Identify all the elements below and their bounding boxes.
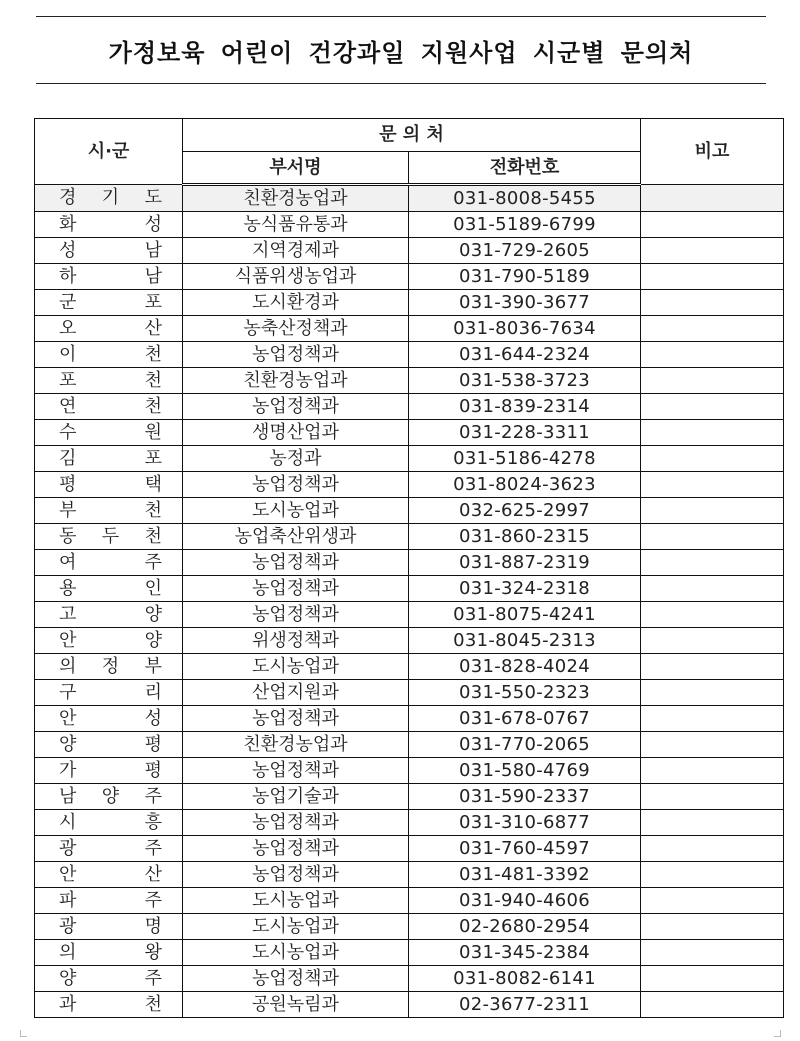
cell-dept: 농업정책과 xyxy=(183,706,409,732)
cell-city xyxy=(35,836,183,862)
cell-note xyxy=(641,602,784,628)
city-name: 의 왕 xyxy=(59,941,162,963)
city-name: 군 포 xyxy=(59,291,162,313)
cell-note xyxy=(641,550,784,576)
city-name: 용 인 xyxy=(59,577,162,599)
cell-city xyxy=(35,185,183,212)
contact-table xyxy=(34,118,784,1018)
cell-note xyxy=(641,862,784,888)
cell-dept: 친환경농업과 xyxy=(183,732,409,758)
header-city: 시·군 xyxy=(35,119,183,185)
cell-phone: 031-8082-6141 xyxy=(409,966,641,992)
city-name: 화 성 xyxy=(59,213,162,235)
cell-note xyxy=(641,992,784,1018)
cell-city xyxy=(35,810,183,836)
cell-note xyxy=(641,576,784,602)
cell-dept: 친환경농업과 xyxy=(183,368,409,394)
city-name: 하 남 xyxy=(59,265,162,287)
cell-phone: 031-839-2314 xyxy=(409,394,641,420)
cell-phone: 031-580-4769 xyxy=(409,758,641,784)
cell-city xyxy=(35,550,183,576)
cell-phone: 031-345-2384 xyxy=(409,940,641,966)
cell-dept: 농업정책과 xyxy=(183,394,409,420)
table-row xyxy=(35,940,784,966)
cell-city xyxy=(35,732,183,758)
table-body xyxy=(35,185,784,1018)
cell-city xyxy=(35,498,183,524)
table-row xyxy=(35,446,784,472)
city-name: 부 천 xyxy=(59,499,162,521)
city-name: 성 남 xyxy=(59,239,162,261)
table-row xyxy=(35,472,784,498)
table-row xyxy=(35,394,784,420)
cell-note xyxy=(641,368,784,394)
table-row xyxy=(35,342,784,368)
cell-note xyxy=(641,810,784,836)
city-name: 연 천 xyxy=(59,395,162,417)
cell-city xyxy=(35,212,183,238)
city-name: 남 양 주 xyxy=(59,785,162,807)
table-row xyxy=(35,316,784,342)
cell-dept: 농업정책과 xyxy=(183,472,409,498)
city-name: 의 정 부 xyxy=(59,655,162,677)
header-dept: 부서명 xyxy=(183,152,409,185)
city-name: 포 천 xyxy=(59,369,162,391)
cell-dept: 농축산정책과 xyxy=(183,316,409,342)
cell-city xyxy=(35,342,183,368)
table-row xyxy=(35,576,784,602)
city-name: 고 양 xyxy=(59,603,162,625)
cell-phone: 031-940-4606 xyxy=(409,888,641,914)
table-row xyxy=(35,498,784,524)
cell-phone: 031-590-2337 xyxy=(409,784,641,810)
city-name: 양 주 xyxy=(59,967,162,989)
cell-dept: 생명산업과 xyxy=(183,420,409,446)
cell-phone: 031-828-4024 xyxy=(409,654,641,680)
city-name: 김 포 xyxy=(59,447,162,469)
cell-city xyxy=(35,602,183,628)
cell-city xyxy=(35,914,183,940)
table-row xyxy=(35,680,784,706)
cell-note xyxy=(641,420,784,446)
cell-dept: 농업정책과 xyxy=(183,758,409,784)
table-row xyxy=(35,862,784,888)
cell-phone: 031-228-3311 xyxy=(409,420,641,446)
cell-city xyxy=(35,368,183,394)
city-name: 안 산 xyxy=(59,863,162,885)
page-corner-mark xyxy=(774,1030,781,1037)
table-row xyxy=(35,290,784,316)
cell-phone: 031-481-3392 xyxy=(409,862,641,888)
cell-note xyxy=(641,498,784,524)
header-phone: 전화번호 xyxy=(409,152,641,185)
cell-note xyxy=(641,316,784,342)
cell-phone: 031-8008-5455 xyxy=(409,185,641,212)
cell-city xyxy=(35,290,183,316)
table-row xyxy=(35,602,784,628)
cell-dept: 도시농업과 xyxy=(183,654,409,680)
table-row xyxy=(35,654,784,680)
cell-phone: 031-8045-2313 xyxy=(409,628,641,654)
cell-phone: 031-538-3723 xyxy=(409,368,641,394)
cell-note xyxy=(641,212,784,238)
city-name: 오 산 xyxy=(59,317,162,339)
cell-city xyxy=(35,576,183,602)
header-note: 비고 xyxy=(641,119,784,185)
table-row xyxy=(35,810,784,836)
cell-phone: 031-324-2318 xyxy=(409,576,641,602)
cell-note xyxy=(641,628,784,654)
cell-phone: 031-390-3677 xyxy=(409,290,641,316)
page-title: 가정보육 어린이 건강과일 지원사업 시군별 문의처 xyxy=(108,38,694,67)
cell-phone: 031-760-4597 xyxy=(409,836,641,862)
city-name: 파 주 xyxy=(59,889,162,911)
cell-city xyxy=(35,706,183,732)
cell-note xyxy=(641,342,784,368)
cell-note xyxy=(641,472,784,498)
city-name: 가 평 xyxy=(59,759,162,781)
cell-phone: 02-3677-2311 xyxy=(409,992,641,1018)
city-name: 양 평 xyxy=(59,733,162,755)
cell-note xyxy=(641,238,784,264)
cell-note xyxy=(641,940,784,966)
cell-note xyxy=(641,654,784,680)
cell-city xyxy=(35,680,183,706)
cell-note xyxy=(641,290,784,316)
cell-city xyxy=(35,628,183,654)
cell-phone: 031-887-2319 xyxy=(409,550,641,576)
cell-city xyxy=(35,472,183,498)
cell-dept: 농업정책과 xyxy=(183,342,409,368)
cell-dept: 도시농업과 xyxy=(183,888,409,914)
city-name: 과 천 xyxy=(59,993,162,1015)
table-row xyxy=(35,992,784,1018)
cell-dept: 농업정책과 xyxy=(183,966,409,992)
table-row xyxy=(35,264,784,290)
city-name: 광 주 xyxy=(59,837,162,859)
city-name: 동 두 천 xyxy=(59,525,162,547)
cell-dept: 농업정책과 xyxy=(183,810,409,836)
cell-note xyxy=(641,185,784,212)
cell-phone: 031-8024-3623 xyxy=(409,472,641,498)
table-row xyxy=(35,732,784,758)
table-row xyxy=(35,185,784,212)
cell-city xyxy=(35,992,183,1018)
cell-phone: 031-5189-6799 xyxy=(409,212,641,238)
cell-note xyxy=(641,524,784,550)
table-row xyxy=(35,550,784,576)
cell-dept: 위생정책과 xyxy=(183,628,409,654)
page-corner-mark xyxy=(20,1030,27,1037)
cell-dept: 농업축산위생과 xyxy=(183,524,409,550)
city-name: 여 주 xyxy=(59,551,162,573)
cell-dept: 산업지원과 xyxy=(183,680,409,706)
cell-dept: 도시농업과 xyxy=(183,498,409,524)
cell-dept: 농업정책과 xyxy=(183,862,409,888)
cell-note xyxy=(641,914,784,940)
cell-note xyxy=(641,784,784,810)
cell-city xyxy=(35,862,183,888)
cell-city xyxy=(35,420,183,446)
cell-phone: 031-644-2324 xyxy=(409,342,641,368)
cell-dept: 농업정책과 xyxy=(183,550,409,576)
cell-city xyxy=(35,446,183,472)
city-name: 이 천 xyxy=(59,343,162,365)
cell-city xyxy=(35,940,183,966)
cell-note xyxy=(641,758,784,784)
cell-city xyxy=(35,524,183,550)
cell-phone: 031-8075-4241 xyxy=(409,602,641,628)
cell-note xyxy=(641,394,784,420)
table-row xyxy=(35,836,784,862)
cell-city xyxy=(35,888,183,914)
cell-note xyxy=(641,966,784,992)
city-name: 안 성 xyxy=(59,707,162,729)
cell-city xyxy=(35,316,183,342)
cell-dept: 농정과 xyxy=(183,446,409,472)
cell-city xyxy=(35,966,183,992)
cell-note xyxy=(641,732,784,758)
city-name: 구 리 xyxy=(59,681,162,703)
cell-phone: 032-625-2997 xyxy=(409,498,641,524)
cell-city xyxy=(35,654,183,680)
cell-note xyxy=(641,706,784,732)
title-block xyxy=(36,16,766,84)
cell-dept: 농업정책과 xyxy=(183,836,409,862)
cell-city xyxy=(35,784,183,810)
cell-phone: 02-2680-2954 xyxy=(409,914,641,940)
cell-city xyxy=(35,238,183,264)
table-row xyxy=(35,368,784,394)
table-row xyxy=(35,524,784,550)
table-row xyxy=(35,212,784,238)
city-name: 수 원 xyxy=(59,421,162,443)
cell-dept: 농업정책과 xyxy=(183,602,409,628)
cell-dept: 도시농업과 xyxy=(183,940,409,966)
table-row xyxy=(35,888,784,914)
cell-phone: 031-550-2323 xyxy=(409,680,641,706)
cell-phone: 031-8036-7634 xyxy=(409,316,641,342)
table-header xyxy=(35,119,784,185)
cell-phone: 031-729-2605 xyxy=(409,238,641,264)
cell-city xyxy=(35,264,183,290)
cell-phone: 031-860-2315 xyxy=(409,524,641,550)
table-row xyxy=(35,966,784,992)
cell-dept: 농업정책과 xyxy=(183,576,409,602)
cell-note xyxy=(641,680,784,706)
cell-phone: 031-310-6877 xyxy=(409,810,641,836)
city-name: 광 명 xyxy=(59,915,162,937)
cell-note xyxy=(641,836,784,862)
table-row xyxy=(35,238,784,264)
cell-note xyxy=(641,446,784,472)
table-row xyxy=(35,914,784,940)
cell-city xyxy=(35,758,183,784)
cell-phone: 031-790-5189 xyxy=(409,264,641,290)
cell-city xyxy=(35,394,183,420)
city-name: 안 양 xyxy=(59,629,162,651)
cell-note xyxy=(641,888,784,914)
city-name: 평 택 xyxy=(59,473,162,495)
cell-dept: 농식품유통과 xyxy=(183,212,409,238)
city-name: 경 기 도 xyxy=(59,187,162,208)
table-row xyxy=(35,706,784,732)
cell-dept: 지역경제과 xyxy=(183,238,409,264)
cell-dept: 친환경농업과 xyxy=(183,185,409,212)
table-row xyxy=(35,784,784,810)
cell-dept: 농업기술과 xyxy=(183,784,409,810)
cell-note xyxy=(641,264,784,290)
header-contact: 문 의 처 xyxy=(183,119,641,152)
cell-dept: 공원녹림과 xyxy=(183,992,409,1018)
table-row xyxy=(35,758,784,784)
city-name: 시 흥 xyxy=(59,811,162,833)
cell-phone: 031-5186-4278 xyxy=(409,446,641,472)
table-row xyxy=(35,628,784,654)
table-row xyxy=(35,420,784,446)
cell-phone: 031-678-0767 xyxy=(409,706,641,732)
cell-dept: 도시농업과 xyxy=(183,914,409,940)
cell-dept: 식품위생농업과 xyxy=(183,264,409,290)
cell-dept: 도시환경과 xyxy=(183,290,409,316)
cell-phone: 031-770-2065 xyxy=(409,732,641,758)
